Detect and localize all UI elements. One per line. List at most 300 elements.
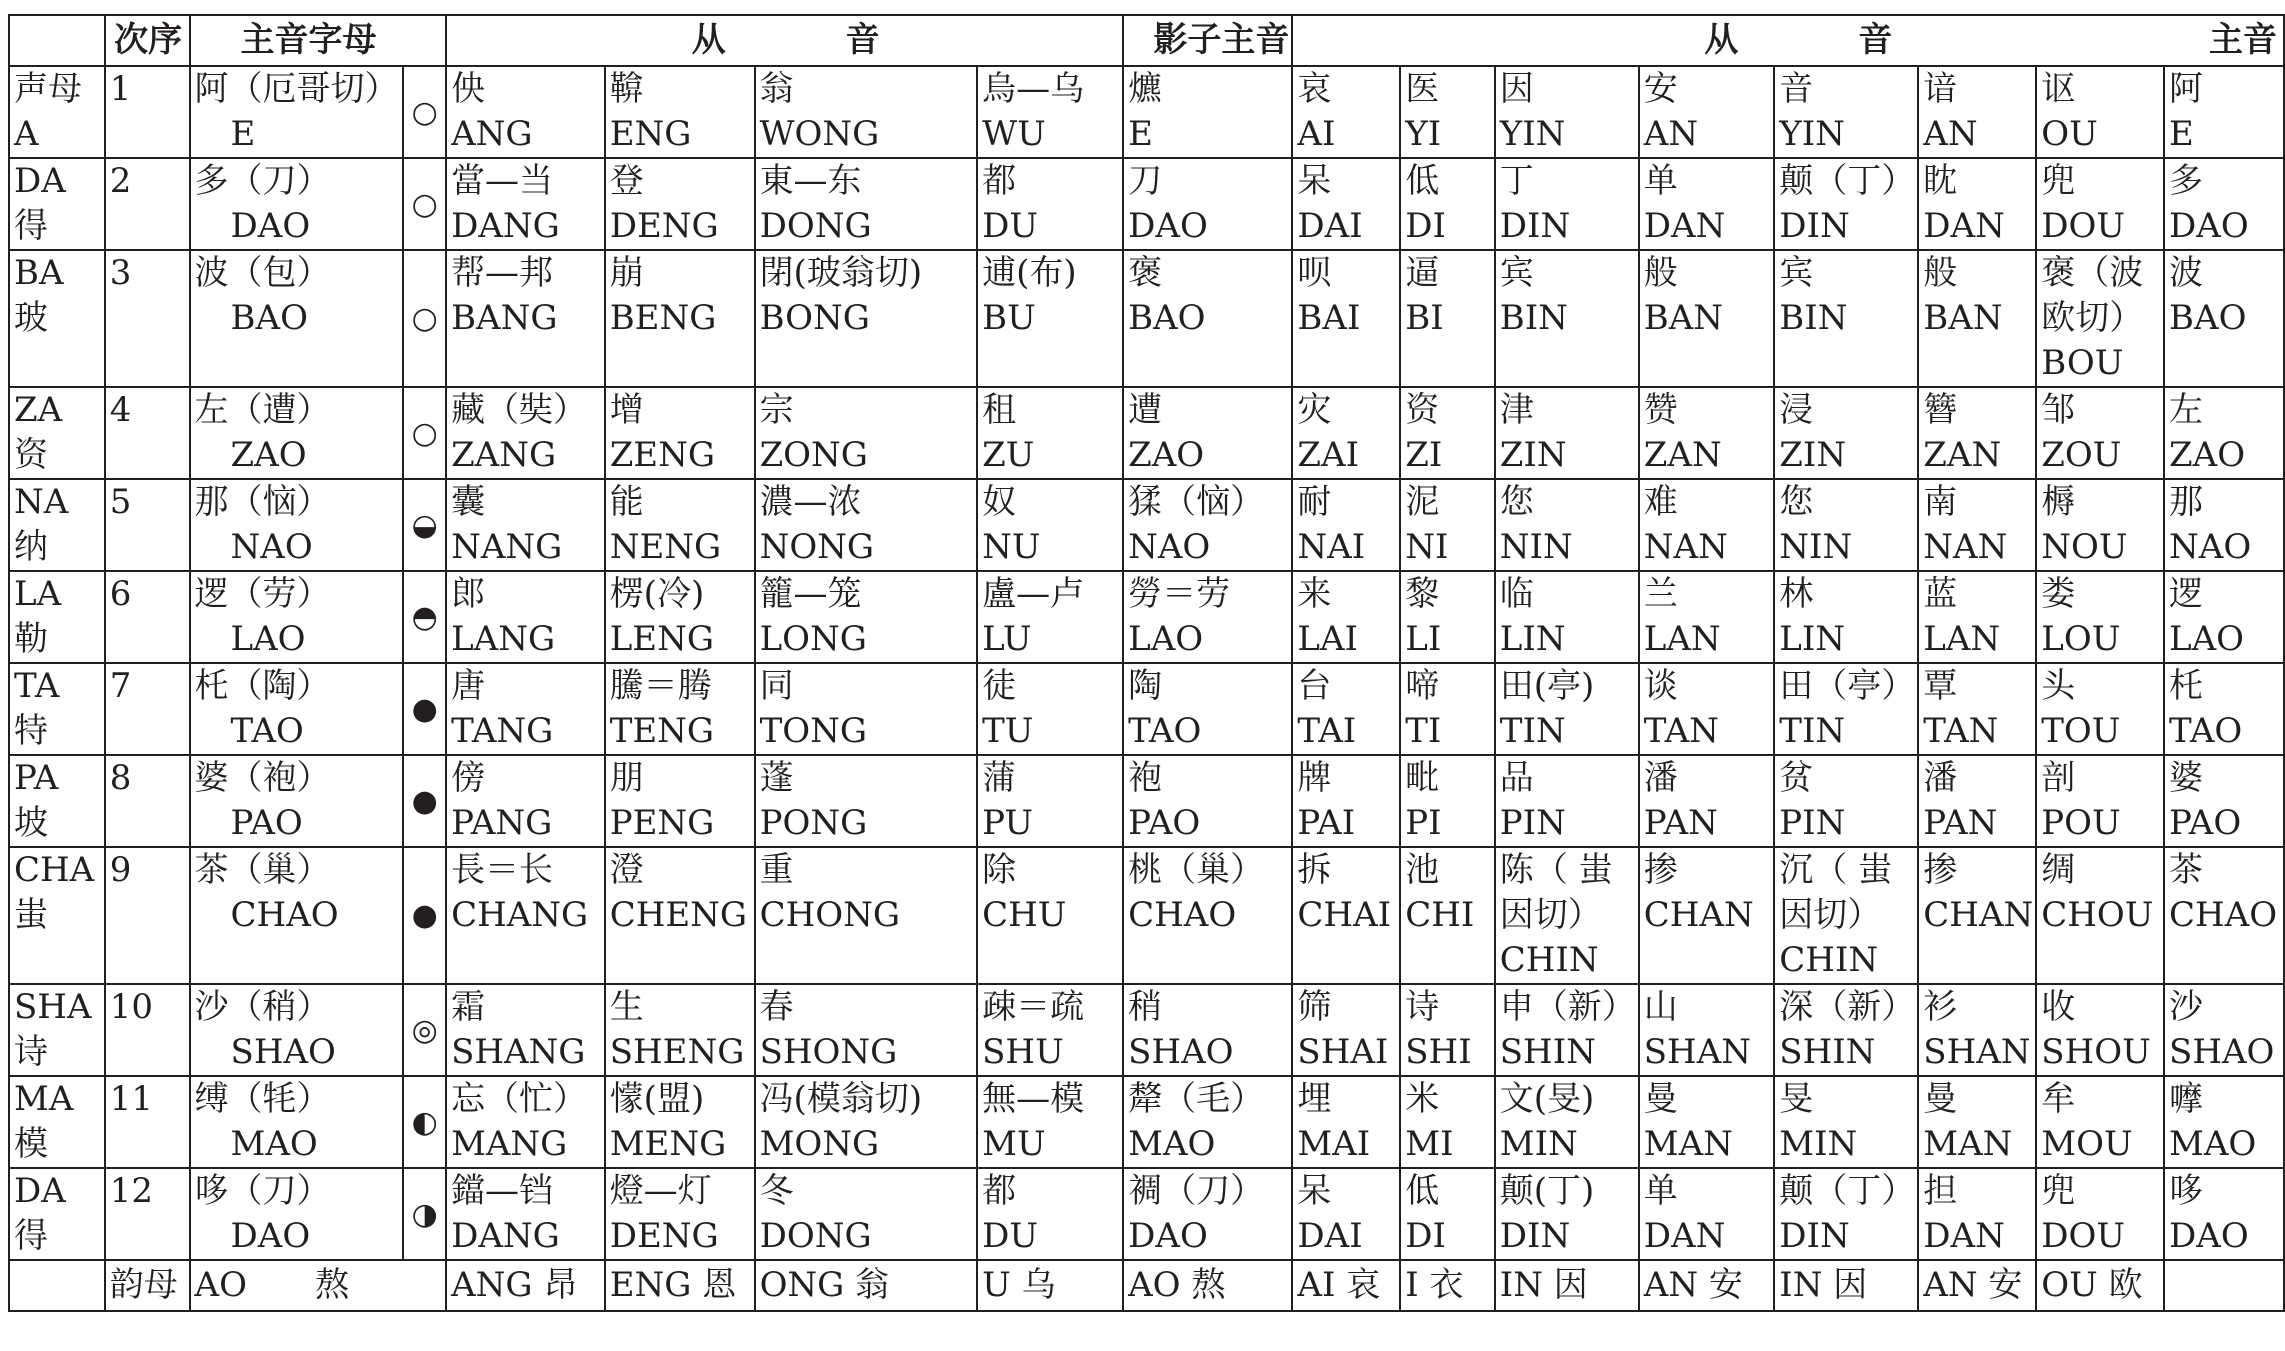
initial-cell-line: PA	[14, 758, 59, 798]
syllable-cell-line: 崩	[609, 253, 644, 293]
syllable-cell	[2036, 984, 2164, 1076]
order-cell: 4	[105, 387, 190, 479]
syllable-cell-line: 簪	[1923, 390, 1958, 430]
syllable-cell-line: CHAO	[1128, 895, 1237, 935]
syllable-cell-line: 谈	[1643, 666, 1678, 706]
order-cell: 9	[105, 847, 190, 984]
main-letter-cell	[190, 663, 404, 755]
syllable-cell	[755, 847, 978, 984]
main-letter-cell-line: NAO	[230, 527, 313, 567]
syllable-cell	[1292, 1076, 1400, 1168]
syllable-cell-line: MU	[982, 1124, 1046, 1164]
syllable-cell	[1400, 755, 1495, 847]
syllable-cell	[1495, 571, 1639, 663]
main-letter-cell-line: 杔（陶）	[194, 666, 331, 706]
syllable-cell-line: 灾	[1297, 390, 1332, 430]
syllable-cell-line: 单	[1643, 1171, 1678, 1211]
syllable-cell-line: YIN	[1499, 114, 1566, 154]
syllable-cell	[2036, 158, 2164, 250]
syllable-cell	[605, 479, 755, 571]
syllable-cell	[1918, 479, 2036, 571]
main-letter-cell-line: SHAO	[230, 1032, 336, 1072]
syllable-cell-line: 潘	[1923, 758, 1958, 798]
syllable-cell-line: PANG	[451, 803, 553, 843]
main-letter-cell-line: 茶（巢）	[194, 850, 331, 890]
syllable-cell-line: 曼	[1643, 1079, 1678, 1119]
syllable-cell	[1123, 847, 1292, 984]
syllable-cell-line: 翁	[759, 69, 794, 109]
syllable-cell	[446, 387, 605, 479]
syllable-cell-line: 澄	[609, 850, 644, 890]
syllable-cell	[2036, 1076, 2164, 1168]
syllable-cell-line: LIN	[1779, 619, 1846, 659]
syllable-cell-line: 林	[1779, 574, 1814, 614]
syllable-cell-line: 呆	[1297, 161, 1332, 201]
syllable-cell	[446, 479, 605, 571]
syllable-cell-line: TAI	[1297, 711, 1357, 751]
syllable-cell-line: 朋	[609, 758, 644, 798]
syllable-cell-line: 掺	[1643, 850, 1678, 890]
footer-cell: U 乌	[977, 1260, 1123, 1311]
syllable-cell-line: ZAO	[1128, 435, 1205, 475]
syllable-cell	[755, 250, 978, 387]
syllable-cell	[446, 158, 605, 250]
syllable-cell	[755, 663, 978, 755]
syllable-cell-line: 租	[982, 390, 1017, 430]
syllable-cell-line: 騰＝腾	[609, 666, 712, 706]
main-letter-cell-line: 多（刀）	[194, 161, 331, 201]
syllable-cell-line: 燈—灯	[609, 1171, 712, 1211]
syllable-cell-line: ZIN	[1499, 435, 1567, 475]
syllable-cell-line: DIN	[1779, 206, 1850, 246]
syllable-cell	[977, 984, 1123, 1076]
main-letter-cell-line: ZAO	[230, 435, 307, 475]
syllable-cell	[1292, 847, 1400, 984]
syllable-cell-line: SHAI	[1297, 1032, 1389, 1072]
syllable-cell	[1400, 1076, 1495, 1168]
syllable-cell-line: 资	[1405, 390, 1440, 430]
syllable-cell-line: SHAN	[1923, 1032, 2031, 1072]
main-letter-cell	[190, 1168, 404, 1260]
syllable-cell-line: NI	[1405, 527, 1449, 567]
tone-mark-icon: ●	[403, 755, 446, 847]
syllable-cell-line: MIN	[1779, 1124, 1858, 1164]
main-letter-cell	[190, 158, 404, 250]
main-letter-cell-line: 逻（劳）	[194, 574, 331, 614]
syllable-cell-line: CHAI	[1297, 895, 1392, 935]
syllable-cell-line: DI	[1405, 206, 1446, 246]
initial-cell	[9, 250, 105, 387]
header-follow-right-1: 从	[1704, 20, 1739, 60]
syllable-cell-line: 品	[1499, 758, 1534, 798]
syllable-cell	[1400, 66, 1495, 158]
tone-mark-icon: ○	[403, 250, 446, 387]
syllable-cell-line: 稍	[1128, 987, 1163, 1027]
syllable-cell-line: WU	[982, 114, 1046, 154]
syllable-cell-line: LIN	[1499, 619, 1566, 659]
initial-cell	[9, 479, 105, 571]
syllable-cell-line: 讴	[2041, 69, 2076, 109]
initial-cell-line: 资	[14, 435, 48, 475]
tone-mark-icon: ◎	[403, 984, 446, 1076]
tone-mark-icon: ●	[403, 847, 446, 984]
syllable-cell-line: 浸	[1779, 390, 1814, 430]
syllable-cell	[755, 66, 978, 158]
syllable-cell-line: MONG	[759, 1124, 880, 1164]
syllable-cell-line: 衫	[1923, 987, 1958, 1027]
syllable-cell-line: SHI	[1405, 1032, 1472, 1072]
syllable-cell-line: DAN	[1923, 1216, 2005, 1256]
syllable-cell	[1495, 158, 1639, 250]
tone-mark-icon: ○	[403, 387, 446, 479]
order-cell: 2	[105, 158, 190, 250]
order-cell: 1	[105, 66, 190, 158]
syllable-cell-line: 藏（奘）	[451, 390, 588, 430]
syllable-cell-line: 拆	[1297, 850, 1332, 890]
syllable-cell-line: 曼	[1923, 1079, 1958, 1119]
tone-mark-icon: ○	[403, 158, 446, 250]
syllable-cell-line: BI	[1405, 298, 1444, 338]
syllable-cell-line: 濃—浓	[759, 482, 862, 522]
syllable-cell-line: 田（亭）	[1779, 666, 1916, 706]
header-main-letter: 主音字母	[190, 15, 447, 66]
syllable-cell-line: MAN	[1643, 1124, 1733, 1164]
syllable-cell-line: 台	[1297, 666, 1332, 706]
syllable-cell-line: 蓬	[759, 758, 794, 798]
syllable-cell-line: MAI	[1297, 1124, 1371, 1164]
order-cell: 10	[105, 984, 190, 1076]
syllable-cell-line: TU	[982, 711, 1034, 751]
syllable-cell	[1400, 158, 1495, 250]
syllable-cell-line: 宾	[1779, 253, 1814, 293]
main-letter-cell-line: 波（包）	[194, 253, 331, 293]
footer-cell: ENG 恩	[605, 1260, 755, 1311]
syllable-cell	[1123, 663, 1292, 755]
syllable-cell-line: 毗	[1405, 758, 1440, 798]
syllable-cell-line: 谙	[1923, 69, 1958, 109]
syllable-cell-line: SHENG	[609, 1032, 745, 1072]
syllable-cell-line: E	[2169, 114, 2194, 154]
syllable-cell-line: 冯(模翁切)	[759, 1079, 923, 1119]
syllable-cell	[2164, 387, 2284, 479]
syllable-cell-line: 颠（丁）	[1779, 161, 1916, 201]
syllable-cell	[1918, 66, 2036, 158]
syllable-cell	[446, 847, 605, 984]
syllable-cell-line: SHIN	[1779, 1032, 1876, 1072]
syllable-cell-line: 長＝长	[451, 850, 554, 890]
syllable-cell-line: 逋(布)	[982, 253, 1077, 293]
syllable-cell-line: 當—当	[451, 161, 554, 201]
tone-mark-icon: ◓	[403, 571, 446, 663]
main-letter-cell-line: DAO	[230, 206, 311, 246]
syllable-cell-line: DIN	[1499, 206, 1571, 246]
syllable-cell	[1639, 755, 1775, 847]
syllable-cell	[605, 984, 755, 1076]
syllable-cell-line: DANG	[451, 1216, 560, 1256]
syllable-cell-line: YI	[1405, 114, 1442, 154]
syllable-cell-line: AN	[1923, 114, 1978, 154]
tone-mark-icon: ○	[403, 66, 446, 158]
syllable-cell-line: 東—东	[759, 161, 862, 201]
syllable-cell-line: 閉(玻翁切)	[759, 253, 923, 293]
syllable-cell-line: DOU	[2041, 1216, 2126, 1256]
table-row	[9, 571, 2284, 663]
syllable-cell-line: BAO	[2169, 298, 2247, 338]
main-letter-cell	[190, 250, 404, 387]
syllable-cell	[1918, 1076, 2036, 1168]
syllable-cell-line: NAO	[2169, 527, 2252, 567]
syllable-cell	[1774, 755, 1918, 847]
order-cell: 11	[105, 1076, 190, 1168]
syllable-cell-line: 申（新）	[1499, 987, 1636, 1027]
syllable-cell	[1774, 984, 1918, 1076]
syllable-cell-line: DANG	[451, 206, 560, 246]
syllable-cell-line: 覃	[1923, 666, 1958, 706]
syllable-cell-line: SHIN	[1499, 1032, 1596, 1072]
syllable-cell	[2036, 571, 2164, 663]
syllable-cell-line: SHANG	[451, 1032, 586, 1072]
syllable-cell-line: 爊	[1128, 69, 1163, 109]
syllable-cell-line: PAI	[1297, 803, 1356, 843]
table-row	[9, 66, 2284, 158]
syllable-cell-line: DAO	[1128, 1216, 1208, 1256]
syllable-cell-line: NIN	[1499, 527, 1573, 567]
syllable-cell-line: TAN	[1643, 711, 1719, 751]
syllable-cell	[2164, 1076, 2284, 1168]
header-corner	[9, 15, 105, 66]
footer-cell: ONG 翁	[755, 1260, 978, 1311]
footer-cell: AI 哀	[1292, 1260, 1400, 1311]
syllable-cell-line: MI	[1405, 1124, 1454, 1164]
initial-cell-line: CHA	[14, 850, 95, 890]
syllable-cell-line: 逻	[2169, 574, 2204, 614]
main-letter-cell-line: MAO	[230, 1124, 318, 1164]
initial-cell	[9, 663, 105, 755]
syllable-cell	[1123, 1168, 1292, 1260]
syllable-cell-line: TI	[1405, 711, 1442, 751]
syllable-cell	[2164, 250, 2284, 387]
syllable-cell	[2164, 984, 2284, 1076]
syllable-cell	[1292, 984, 1400, 1076]
header-follow-left-1: 从	[691, 20, 726, 60]
syllable-cell-line: NU	[982, 527, 1041, 567]
syllable-cell-line: 沙	[2169, 987, 2204, 1027]
syllable-cell-line: 奴	[982, 482, 1017, 522]
syllable-cell-line: 山	[1643, 987, 1678, 1027]
syllable-cell-line: 来	[1297, 574, 1332, 614]
syllable-cell-line: CHAN	[1643, 895, 1754, 935]
initial-cell-line: DA	[14, 1171, 66, 1211]
header-follow-right	[1292, 15, 2284, 66]
syllable-cell	[1774, 847, 1918, 984]
syllable-cell-line: 临	[1499, 574, 1534, 614]
main-letter-cell-line: BAO	[230, 298, 308, 338]
syllable-cell-line: ZONG	[759, 435, 868, 475]
syllable-cell-line: MIN	[1499, 1124, 1578, 1164]
syllable-cell-line: 米	[1405, 1079, 1440, 1119]
syllable-cell	[1400, 571, 1495, 663]
syllable-cell-line: AN	[1643, 114, 1699, 154]
syllable-cell-line: 都	[982, 161, 1017, 201]
syllable-cell-line: TAO	[2169, 711, 2243, 751]
initial-cell	[9, 1168, 105, 1260]
syllable-cell-line: OU	[2041, 114, 2098, 154]
table-row	[9, 847, 2284, 984]
syllable-cell-line: TOU	[2041, 711, 2121, 751]
syllable-cell	[446, 66, 605, 158]
footer-cell: AN 安	[1639, 1260, 1775, 1311]
syllable-cell-line: 牟	[2041, 1079, 2076, 1119]
syllable-cell-line: MAO	[1128, 1124, 1216, 1164]
syllable-cell-line: PIN	[1499, 803, 1566, 843]
syllable-cell	[2164, 847, 2284, 984]
syllable-cell	[1774, 158, 1918, 250]
syllable-cell-line: 郎	[451, 574, 486, 614]
syllable-cell-line: 鐺—铛	[451, 1171, 554, 1211]
syllable-cell-line: TONG	[759, 711, 868, 751]
table-row	[9, 250, 2284, 387]
syllable-cell-line: DAO	[2169, 1216, 2249, 1256]
initial-cell-line: 得	[14, 206, 48, 246]
syllable-cell	[977, 250, 1123, 387]
order-cell: 5	[105, 479, 190, 571]
syllable-cell-line: TANG	[451, 711, 554, 751]
syllable-cell-line: LONG	[759, 619, 867, 659]
main-letter-cell-line: 婆（袍）	[194, 758, 331, 798]
syllable-cell-line: LAN	[1643, 619, 1721, 659]
initial-cell-line: 得	[14, 1216, 48, 1256]
syllable-cell-line: MOU	[2041, 1124, 2133, 1164]
syllable-cell-line: BAN	[1643, 298, 1724, 338]
syllable-cell	[1918, 847, 2036, 984]
syllable-cell-line: 陈（ 蚩	[1499, 850, 1613, 890]
initial-cell-line: NA	[14, 482, 69, 522]
syllable-cell-line: SHOU	[2041, 1032, 2151, 1072]
syllable-cell	[1918, 387, 2036, 479]
syllable-cell-line: BU	[982, 298, 1036, 338]
syllable-cell-line: 文(旻)	[1499, 1079, 1595, 1119]
syllable-cell	[977, 66, 1123, 158]
syllable-cell-line: 津	[1499, 390, 1534, 430]
syllable-cell-line: 春	[759, 987, 794, 1027]
syllable-cell-line: 烏—乌	[982, 69, 1085, 109]
syllable-cell-line: 霜	[451, 987, 486, 1027]
syllable-cell	[1123, 66, 1292, 158]
syllable-cell-line: 褒（波	[2041, 253, 2144, 293]
initial-cell	[9, 387, 105, 479]
syllable-cell	[1495, 663, 1639, 755]
syllable-cell	[1918, 1168, 2036, 1260]
syllable-cell	[1918, 984, 2036, 1076]
initial-cell-line: 勒	[14, 619, 48, 659]
syllable-cell-line: NAN	[1643, 527, 1728, 567]
main-letter-cell	[190, 66, 404, 158]
initial-cell-line: 坡	[14, 803, 48, 843]
syllable-cell-line: 婆	[2169, 758, 2204, 798]
syllable-cell	[1639, 1168, 1775, 1260]
syllable-cell	[1495, 984, 1639, 1076]
syllable-cell	[2164, 755, 2284, 847]
syllable-cell-line: ZAN	[1923, 435, 2002, 475]
syllable-cell	[1292, 158, 1400, 250]
syllable-cell	[977, 755, 1123, 847]
syllable-cell-line: 唐	[451, 666, 486, 706]
syllable-cell-line: 安	[1643, 69, 1678, 109]
initial-cell-line: 玻	[14, 298, 48, 338]
syllable-cell-line: 登	[609, 161, 644, 201]
syllable-cell	[1639, 158, 1775, 250]
syllable-cell	[755, 984, 978, 1076]
main-letter-cell-line: 那（恼）	[194, 482, 331, 522]
syllable-cell	[1774, 250, 1918, 387]
table-row	[9, 387, 2284, 479]
initial-cell-line: 纳	[14, 527, 48, 567]
syllable-cell	[1123, 250, 1292, 387]
main-letter-cell	[190, 1076, 404, 1168]
syllable-cell-line: ZENG	[609, 435, 716, 475]
syllable-cell-line: 般	[1923, 253, 1958, 293]
syllable-cell-line: CHAN	[1923, 895, 2034, 935]
syllable-cell	[1292, 479, 1400, 571]
footer-label: 韵母	[105, 1260, 190, 1311]
syllable-cell	[2164, 66, 2284, 158]
syllable-cell-line: LANG	[451, 619, 556, 659]
syllable-cell	[2036, 663, 2164, 755]
syllable-cell-line: 掺	[1923, 850, 1958, 890]
syllable-cell-line: LI	[1405, 619, 1442, 659]
syllable-cell	[605, 250, 755, 387]
syllable-cell	[605, 847, 755, 984]
syllable-cell	[1400, 250, 1495, 387]
syllable-cell-line: 欧切）	[2041, 298, 2144, 338]
syllable-cell	[1400, 1168, 1495, 1260]
syllable-cell	[2036, 387, 2164, 479]
tone-mark-icon: ●	[403, 663, 446, 755]
syllable-cell-line: NENG	[609, 527, 722, 567]
syllable-cell-line: DAI	[1297, 1216, 1363, 1256]
footer-main: AO 熬	[190, 1260, 447, 1311]
syllable-cell	[977, 387, 1123, 479]
footer-cell: ANG 昂	[446, 1260, 605, 1311]
syllable-cell	[1123, 1076, 1292, 1168]
main-letter-cell-line: 左（遭）	[194, 390, 331, 430]
main-letter-cell-line: 阿（厄哥切）	[194, 69, 399, 109]
syllable-cell	[2036, 755, 2164, 847]
syllable-cell-line: 無—模	[982, 1079, 1085, 1119]
syllable-cell-line: BONG	[759, 298, 870, 338]
syllable-cell	[977, 571, 1123, 663]
syllable-cell	[1292, 66, 1400, 158]
table-row	[9, 755, 2284, 847]
syllable-cell-line: 潘	[1643, 758, 1678, 798]
syllable-cell	[2164, 479, 2284, 571]
main-letter-cell	[190, 571, 404, 663]
syllable-cell-line: ZIN	[1779, 435, 1847, 475]
syllable-cell-line: BAI	[1297, 298, 1361, 338]
syllable-cell-line: 勞＝劳	[1128, 574, 1231, 614]
syllable-cell-line: 邹	[2041, 390, 2076, 430]
header-shadow-main	[1123, 15, 1292, 66]
syllable-cell-line: 般	[1643, 253, 1678, 293]
syllable-cell	[1400, 847, 1495, 984]
syllable-cell	[1639, 387, 1775, 479]
syllable-cell	[2036, 479, 2164, 571]
syllable-cell	[977, 847, 1123, 984]
syllable-cell	[755, 479, 978, 571]
syllable-cell	[1400, 387, 1495, 479]
syllable-cell-line: PAN	[1923, 803, 1998, 843]
syllable-cell	[1918, 158, 2036, 250]
